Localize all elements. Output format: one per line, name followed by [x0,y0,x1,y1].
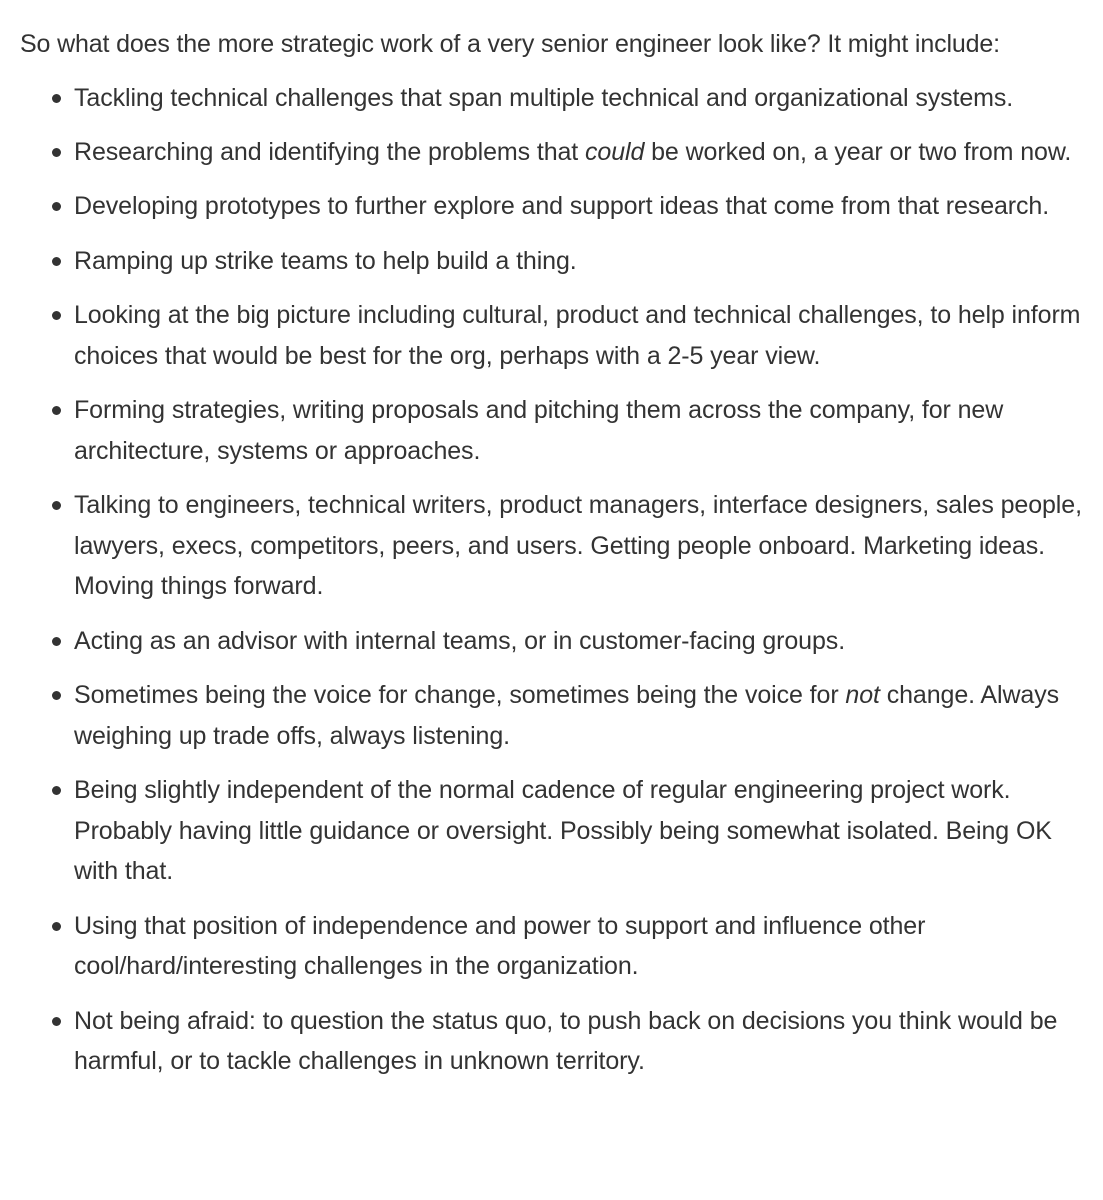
list-item: Talking to engineers, technical writers, product managers, interface designers, sales people, lawyers, execs, competitors, peers, and users. Getting people onboard. Marketing ideas. Moving things forward. [74,485,1083,607]
list-item: Not being afraid: to question the status quo, to push back on decisions you think would be harmful, or to tackle challenges in unknown territory. [74,1001,1083,1082]
list-item-text: Researching and identifying the problems that [74,138,585,166]
list-item: Acting as an advisor with internal teams, or in customer-facing groups. [74,621,1083,662]
emphasis-text: could [585,138,645,166]
emphasis-text: not [845,680,880,709]
list-item-text: Sometimes being the voice for change, sometimes being the voice for [74,680,846,709]
strategic-work-list [20,78,1083,1082]
list-item: Forming strategies, writing proposals and pitching them across the company, for new architecture, systems or approaches. [74,390,1083,471]
list-item: Ramping up strike teams to help build a thing. [74,241,1083,282]
list-item-text: be worked on, a year or two from now. [644,138,1072,166]
list-item [74,675,1083,756]
list-item: Looking at the big picture including cultural, product and technical challenges, to help inform choices that would be best for the org, perhaps with a 2-5 year view. [74,295,1083,376]
list-item: Using that position of independence and power to support and influence other cool/hard/interesting challenges in the organization. [74,906,1083,987]
list-item [74,132,1083,173]
intro-paragraph: So what does the more strategic work of a very senior engineer look like? It might include: [20,30,1000,58]
list-item: Tackling technical challenges that span multiple technical and organizational systems. [74,78,1083,119]
list-item: Being slightly independent of the normal cadence of regular engineering project work. Probably having little guidance or oversight. Possibly being somewhat isolated. Being OK with that. [74,770,1083,892]
list-item-text: change. Always weighing up trade offs, always listening. [74,680,1060,750]
list-item: Developing prototypes to further explore and support ideas that come from that research. [74,186,1083,227]
